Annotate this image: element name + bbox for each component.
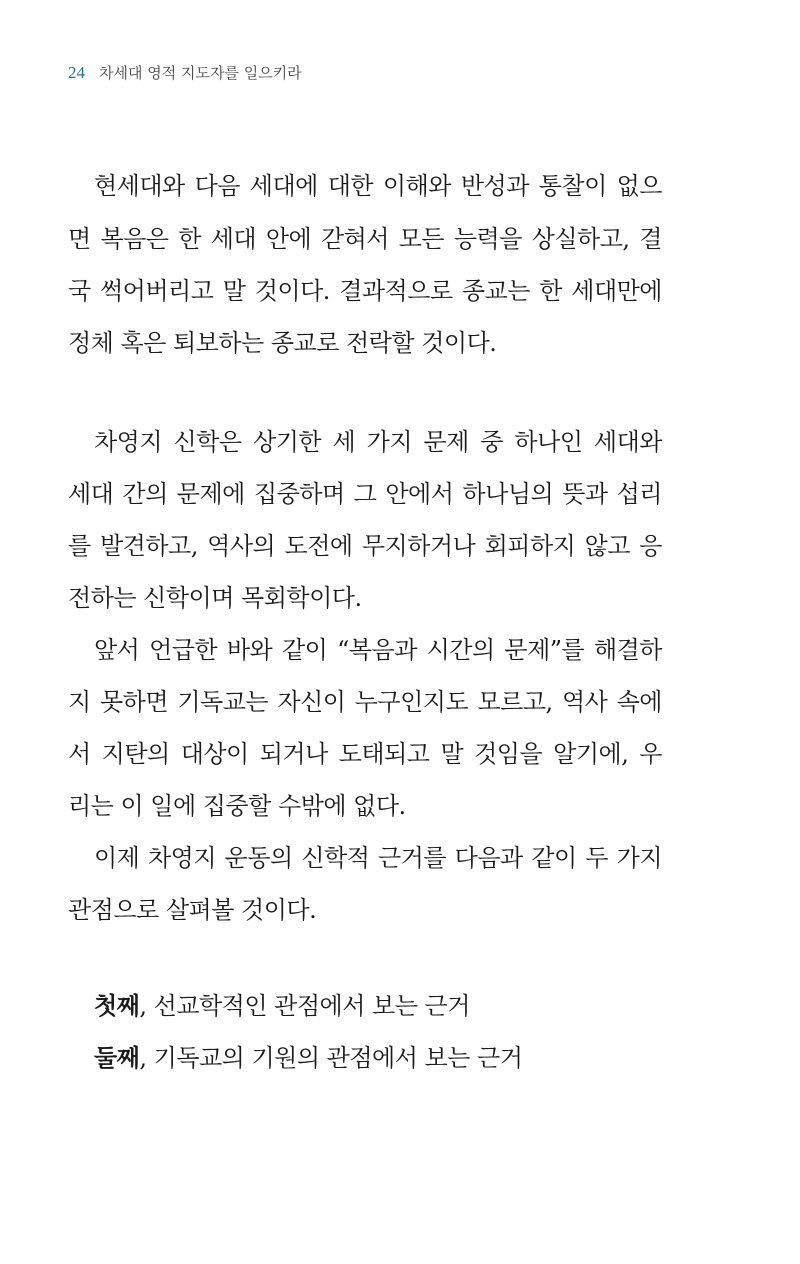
paragraph-3-line-4: 리는 이 일에 집중할 수밖에 없다.: [68, 792, 406, 820]
point-first: [94, 990, 470, 1022]
book-title: 차세대 영적 지도자를 일으키라: [99, 64, 302, 82]
paragraph-1-line-3: 국 썩어버리고 말 것이다. 결과적으로 종교는 한 세대만에: [68, 277, 662, 305]
paragraph-4-line-2: 관점으로 살펴볼 것이다.: [68, 896, 317, 924]
point-second-text: , 기독교의 기원의 관점에서 보는 근거: [139, 1044, 523, 1072]
paragraph-1-line-4: 정체 혹은 퇴보하는 종교로 전락할 것이다.: [68, 329, 497, 357]
paragraph-3-line-2: 지 못하면 기독교는 자신이 누구인지도 모르고, 역사 속에: [68, 688, 662, 716]
paragraph-1-line-2: 면 복음은 한 세대 안에 갇혀서 모든 능력을 상실하고, 결: [68, 225, 662, 253]
running-header: [68, 62, 302, 83]
point-second-label: 둘째: [94, 1043, 140, 1072]
point-second: [94, 1042, 522, 1074]
point-first-text: , 선교학적인 관점에서 보는 근거: [139, 992, 470, 1020]
paragraph-1-line-1: 현세대와 다음 세대에 대한 이해와 반성과 통찰이 없으: [94, 172, 662, 200]
paragraph-2-line-2: 세대 간의 문제에 집중하며 그 안에서 하나님의 뜻과 섭리: [68, 480, 662, 508]
paragraph-2-line-3: 를 발견하고, 역사의 도전에 무지하거나 회피하지 않고 응: [68, 532, 662, 560]
paragraph-3-line-3: 서 지탄의 대상이 되거나 도태되고 말 것임을 알기에, 우: [68, 740, 662, 768]
paragraph-2-line-4: 전하는 신학이며 목회학이다.: [68, 584, 362, 612]
paragraph-4-line-1: 이제 차영지 운동의 신학적 근거를 다음과 같이 두 가지: [94, 844, 662, 872]
page-number: 24: [68, 63, 85, 82]
paragraph-2-line-1: 차영지 신학은 상기한 세 가지 문제 중 하나인 세대와: [94, 428, 662, 456]
paragraph-3-line-1: 앞서 언급한 바와 같이 “복음과 시간의 문제”를 해결하: [94, 636, 662, 664]
point-first-label: 첫째: [94, 991, 140, 1020]
